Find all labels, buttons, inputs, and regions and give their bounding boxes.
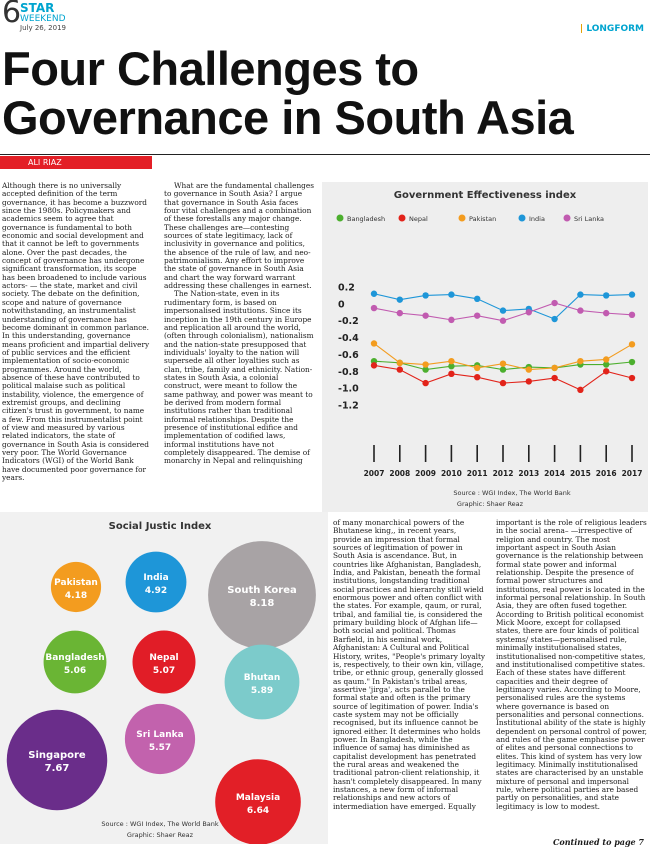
legend-label: Bangladesh bbox=[347, 215, 386, 223]
data-point bbox=[526, 378, 532, 384]
y-tick-label: -0.4 bbox=[338, 333, 359, 345]
headline-line2: Governance in South Asia bbox=[2, 91, 574, 144]
headline bbox=[2, 44, 642, 142]
data-point bbox=[500, 318, 506, 324]
data-point bbox=[603, 368, 609, 374]
section-name: LONGFORM bbox=[586, 24, 644, 34]
bubble-value: 4.18 bbox=[64, 591, 88, 601]
data-point bbox=[448, 371, 454, 377]
data-point bbox=[629, 312, 635, 318]
data-point bbox=[448, 291, 454, 297]
masthead-weekend: WEEKEND bbox=[20, 14, 66, 24]
y-tick-label: 0 bbox=[338, 299, 345, 311]
legend-swatch bbox=[337, 215, 344, 222]
data-point bbox=[422, 292, 428, 298]
x-tick-label: 2014 bbox=[544, 469, 566, 478]
page-number: 6 bbox=[2, 0, 22, 30]
bubble-value: 6.64 bbox=[246, 806, 270, 816]
bubble-value: 5.89 bbox=[250, 686, 274, 696]
y-tick-label: -1.2 bbox=[338, 400, 359, 412]
chart-credit: Graphic: Shaer Reaz bbox=[456, 500, 524, 508]
x-tick-label: 2013 bbox=[518, 469, 540, 478]
bubble-value: 5.57 bbox=[148, 743, 172, 753]
data-point bbox=[629, 341, 635, 347]
x-tick-label: 2015 bbox=[569, 469, 591, 478]
bubble-label: Nepal bbox=[149, 653, 179, 663]
data-point bbox=[629, 359, 635, 365]
legend-label: Sri Lanka bbox=[574, 215, 605, 223]
x-tick-label: 2017 bbox=[621, 469, 643, 478]
government-effectiveness-chart bbox=[322, 182, 648, 512]
data-point bbox=[371, 305, 377, 311]
data-point bbox=[371, 291, 377, 297]
data-point bbox=[577, 358, 583, 364]
bubble-label: South Korea bbox=[227, 585, 297, 596]
legend-label: Nepal bbox=[409, 215, 428, 223]
bubble-value: 5.06 bbox=[63, 666, 87, 676]
data-point bbox=[422, 312, 428, 318]
article-column-3 bbox=[333, 519, 486, 847]
divider bbox=[0, 154, 650, 155]
bubble-value: 5.07 bbox=[152, 666, 176, 676]
data-point bbox=[551, 375, 557, 381]
headline-line1: Four Challenges to bbox=[2, 42, 419, 95]
paragraph: What are the fundamental challenges to governance in South Asia? I argue that governance in South Asia faces four vital challenges and a combination of these forestalls any major change. These challenges are—contesting sources of state legitimacy, lack of inclusivity in governance and politics, the absence of the rule of law, and neo-patrimonialism. Any effort to improve the state of governance in South Asia and chart the way forward warrant addressing these challenges in earnest. bbox=[164, 182, 314, 291]
legend-swatch bbox=[564, 215, 571, 222]
legend-swatch bbox=[519, 215, 526, 222]
x-tick-label: 2011 bbox=[466, 469, 488, 478]
data-point bbox=[629, 291, 635, 297]
data-point bbox=[397, 366, 403, 372]
bubble-value: 4.92 bbox=[144, 586, 168, 596]
x-tick-label: 2016 bbox=[595, 469, 617, 478]
continued-note: Continued to page 7 bbox=[553, 837, 644, 847]
data-point bbox=[500, 380, 506, 386]
bubble-label: Malaysia bbox=[235, 793, 281, 803]
article-column-4 bbox=[496, 519, 647, 837]
bubble-chart-canvas bbox=[0, 512, 328, 844]
y-tick-label: 0.2 bbox=[338, 282, 355, 294]
data-point bbox=[551, 316, 557, 322]
data-point bbox=[551, 300, 557, 306]
data-point bbox=[474, 374, 480, 380]
chart-source: Source : WGI Index, The World Bank bbox=[101, 820, 219, 828]
bubble-label: Singapore bbox=[28, 750, 86, 761]
data-point bbox=[422, 380, 428, 386]
y-tick-label: -0.6 bbox=[338, 349, 359, 361]
paragraph: important is the role of religious leaders in the social arena– —irrespective of religion and country. The most important aspect in South Asian governance is the relationship between formal state power and informal relationship. Despite the presence of formal power structures and institutions, real power is located in the informal personal relationship. In South Asia, they are often fused together. According to British political economist Mick Moore, except for collapsed states, there are four kinds of political systems/ states—personalised rule, minimally institutionalised states, institutionalised non-competitive states, and institutionalised competitive states. Each of these states have different capacities and their degree of legitimacy varies. According to Moore, personalised rules are the systems where governance is based on personalities and personal connections. Institutional ability of the state is highly dependent on personal control of power, and rules of the game emphasise power of elites and personal connections to elites. This kind of system has very low legitimacy. Minimally institutionalised states are characterised by an unstable mixture of personal and impersonal rule, where political parties are based partly on personalities, and state legitimacy is low to modest. bbox=[496, 519, 647, 811]
bubble-label: India bbox=[143, 573, 169, 583]
bubble-label: Bangladesh bbox=[45, 653, 105, 663]
article-column-1 bbox=[2, 182, 150, 508]
data-point bbox=[500, 307, 506, 313]
paragraph: of many monarchical powers of the Bhutanese king,, in recent years, provide an impression that formal sources of legitimation of power in South Asia is ascendance. But, in countries like Afghanistan, Bangladesh, India, and Pakistan, beneath the formal institutions, longstanding traditional social practices and hierarchy still wield enormous power and often conflict with the states. For example, qaum, or rural, tribal, and familial tie, is considered the primary building block of Afghan life—both social and political. Thomas Barfield, in his seminal work, Afghanistan: A Cultural and Political History, writes, "People's primary loyalty is, respectively, to their own kin, village, tribe, or ethnic group, generally glossed as qaum." In Pakistan's tribal areas, assertive 'jirga', acts parallel to the formal state and often is the primary source of legitimation of power. India's caste system may not be officially recognised, but its influence cannot be ignored either. It determines who holds power. In Bangladesh, while the influence of samaj has diminished as capitalist development has penetrated the rural areas and weakened the traditional patron-client relationship, it hasn't completely disappeared. In many instances, a new form of informal relationships and new actors of intermediation have emerged. Equally bbox=[333, 519, 486, 811]
chart-title: Social Justic Index bbox=[108, 521, 212, 532]
paragraph: Although there is no universally accepted definition of the term governance, it has become a buzzword since the 1980s. Policymakers and academics seem to agree that governance is fundamental to both economic and social development and that it cannot be left to governments alone. Over the past decades, the concept of governance has undergone significant transformation, its scope has been broadened to include various actors- — the state, market and civil society. The debate on the definition, scope and nature of governance notwithstanding, an instrumentalist understanding of governance has become dominant in common parlance. In this understanding, governance means proficient and impartial delivery of public services and the efficient implementation of socio-economic programmes. Around the world, absence of these have contributed to political malaise such as political instability, violence, the emergence of extremist groups, and declining citizen's trust in government, to name a few. From this instrumentalist point of view and measured by various related indicators, the state of governance in South Asia is considered very poor. The World Governance Indicators (WGI) of the World Bank have documented poor governance for years. bbox=[2, 182, 150, 483]
data-point bbox=[500, 361, 506, 367]
bubble-value: 7.67 bbox=[44, 763, 70, 774]
social-justice-chart bbox=[0, 512, 328, 844]
legend-swatch bbox=[399, 215, 406, 222]
y-tick-label: -0.2 bbox=[338, 316, 359, 328]
bubble-label: Pakistan bbox=[54, 578, 98, 588]
data-point bbox=[371, 340, 377, 346]
chart-source: Source : WGI Index, The World Bank bbox=[453, 489, 571, 497]
data-point bbox=[603, 356, 609, 362]
data-point bbox=[629, 375, 635, 381]
bubble-value: 8.18 bbox=[249, 598, 275, 609]
data-point bbox=[397, 310, 403, 316]
x-tick-label: 2009 bbox=[415, 469, 437, 478]
data-point bbox=[577, 291, 583, 297]
x-tick-label: 2008 bbox=[389, 469, 411, 478]
legend-label: Pakistan bbox=[469, 215, 497, 223]
data-point bbox=[551, 365, 557, 371]
y-tick-label: -1.0 bbox=[338, 383, 359, 395]
data-point bbox=[371, 362, 377, 368]
bubble-label: Bhutan bbox=[243, 673, 281, 683]
data-point bbox=[422, 361, 428, 367]
line-chart-canvas bbox=[322, 182, 648, 512]
x-tick-label: 2010 bbox=[440, 469, 462, 478]
bubble-label: Sri Lanka bbox=[136, 730, 184, 740]
series-line-india bbox=[374, 294, 632, 319]
data-point bbox=[448, 317, 454, 323]
x-tick-label: 2012 bbox=[492, 469, 514, 478]
data-point bbox=[577, 387, 583, 393]
data-point bbox=[603, 310, 609, 316]
chart-title: Government Effectiveness index bbox=[393, 190, 577, 201]
masthead-star: STAR bbox=[20, 1, 55, 15]
data-point bbox=[500, 366, 506, 372]
masthead bbox=[20, 2, 66, 33]
data-point bbox=[474, 312, 480, 318]
section-label: | LONGFORM bbox=[579, 24, 644, 34]
data-point bbox=[474, 296, 480, 302]
data-point bbox=[526, 366, 532, 372]
paragraph: The Nation-state, even in its rudimentary form, is based on impersonalised institutions. Since its inception in the 19th century in Europe and replication all around the world, (often through colonialism), nationalism and the nation-state presupposed that individuals' loyalty to the nation will supersede all other loyalties such as clan, tribe, family and ethnicity. Nation-states in South Asia, a colonial construct, were meant to follow the same pathway, and power was meant to be derived from modern formal institutions rather than traditional informal relationships. Despite the presence of institutional edifice and implementation of codified laws, informal institutions have not completely disappeared. The demise of monarchy in Nepal and relinquishing bbox=[164, 289, 314, 466]
issue-date: July 26, 2019 bbox=[20, 24, 66, 32]
data-point bbox=[448, 358, 454, 364]
article-column-2 bbox=[164, 182, 314, 508]
data-point bbox=[397, 360, 403, 366]
data-point bbox=[474, 365, 480, 371]
chart-credit: Graphic: Shaer Reaz bbox=[126, 831, 194, 839]
y-tick-label: -0.8 bbox=[338, 366, 359, 378]
legend-label: India bbox=[529, 215, 545, 223]
x-tick-label: 2007 bbox=[363, 469, 385, 478]
author-byline: ALI RIAZ bbox=[0, 156, 152, 169]
legend-swatch bbox=[459, 215, 466, 222]
data-point bbox=[577, 307, 583, 313]
data-point bbox=[603, 292, 609, 298]
data-point bbox=[397, 296, 403, 302]
data-point bbox=[526, 309, 532, 315]
